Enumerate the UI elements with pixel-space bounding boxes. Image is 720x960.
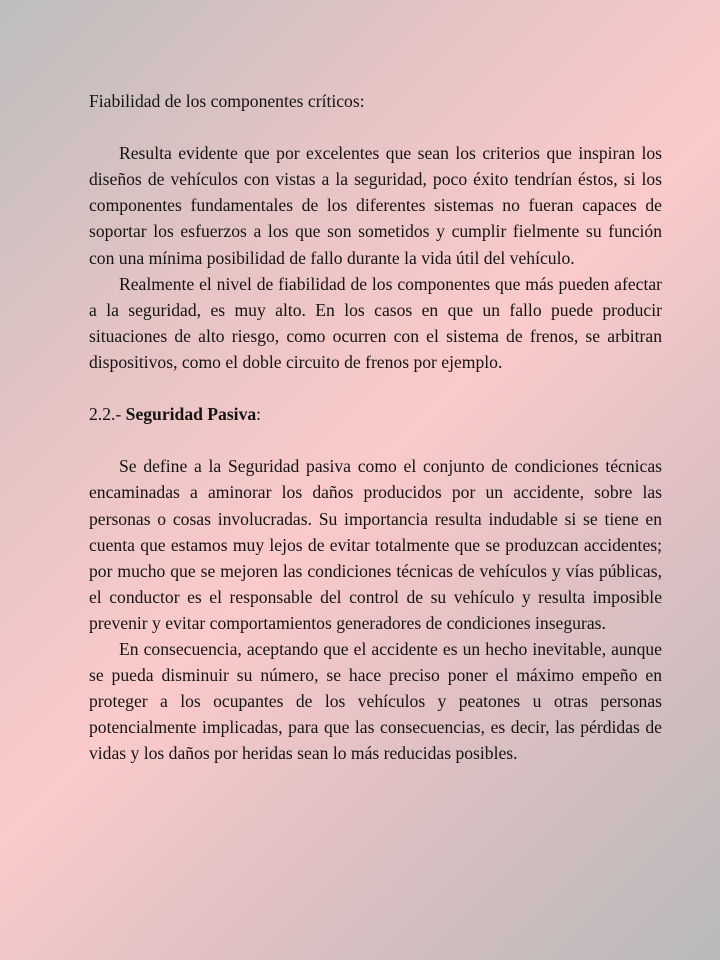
paragraph: En consecuencia, aceptando que el accidente es un hecho inevitable, aunque se pueda disminuir su número, se hace preciso poner el máximo empeño en proteger a los ocupantes de los vehículos y peatones u otras personas potencialmente implicadas, para que las consecuencias, es decir, las pérdidas de vidas y los daños por heridas sean lo más reducidas posibles. bbox=[89, 638, 662, 764]
document-body bbox=[89, 88, 662, 766]
blank-line bbox=[89, 114, 662, 140]
section-title: Seguridad Pasiva bbox=[125, 404, 257, 425]
blank-line bbox=[89, 375, 662, 401]
section-title-colon: : bbox=[256, 404, 262, 425]
blank-line bbox=[89, 427, 662, 453]
paragraph: Se define a la Seguridad pasiva como el conjunto de condiciones técnicas encaminadas a aminorar los daños producidos por un accidente, sobre las personas o cosas involucradas. Su importancia resulta indudable si se tiene en cuenta que estamos muy lejos de evitar totalmente que se produzcan accidentes; por mucho que se mejoren las condiciones técnicas de vehículos y vías públicas, el conductor es el responsable del control de su vehículo y resulta imposible prevenir y evitar comportamientos generadores de condiciones inseguras. bbox=[89, 456, 662, 633]
section-heading-fiabilidad: Fiabilidad de los componentes críticos: bbox=[89, 91, 365, 111]
paragraph: Realmente el nivel de fiabilidad de los componentes que más pueden afectar a la seguridad, es muy alto. En los casos en que un fallo puede producir situaciones de alto riesgo, como ocurren con el sistema de frenos, se arbitran dispositivos, como el doble circuito de frenos por ejemplo. bbox=[89, 273, 662, 372]
section-number: 2.2.- bbox=[89, 404, 126, 425]
paragraph: Resulta evidente que por excelentes que sean los criterios que inspiran los diseños de vehículos con vistas a la seguridad, poco éxito tendrían éstos, si los componentes fundamentales de los diferentes sistemas no fueran capaces de soportar los esfuerzos a los que son sometidos y cumplir fielmente su función con una mínima posibilidad de fallo durante la vida útil del vehículo. bbox=[89, 143, 662, 268]
section-heading-seguridad-pasiva bbox=[89, 401, 662, 427]
